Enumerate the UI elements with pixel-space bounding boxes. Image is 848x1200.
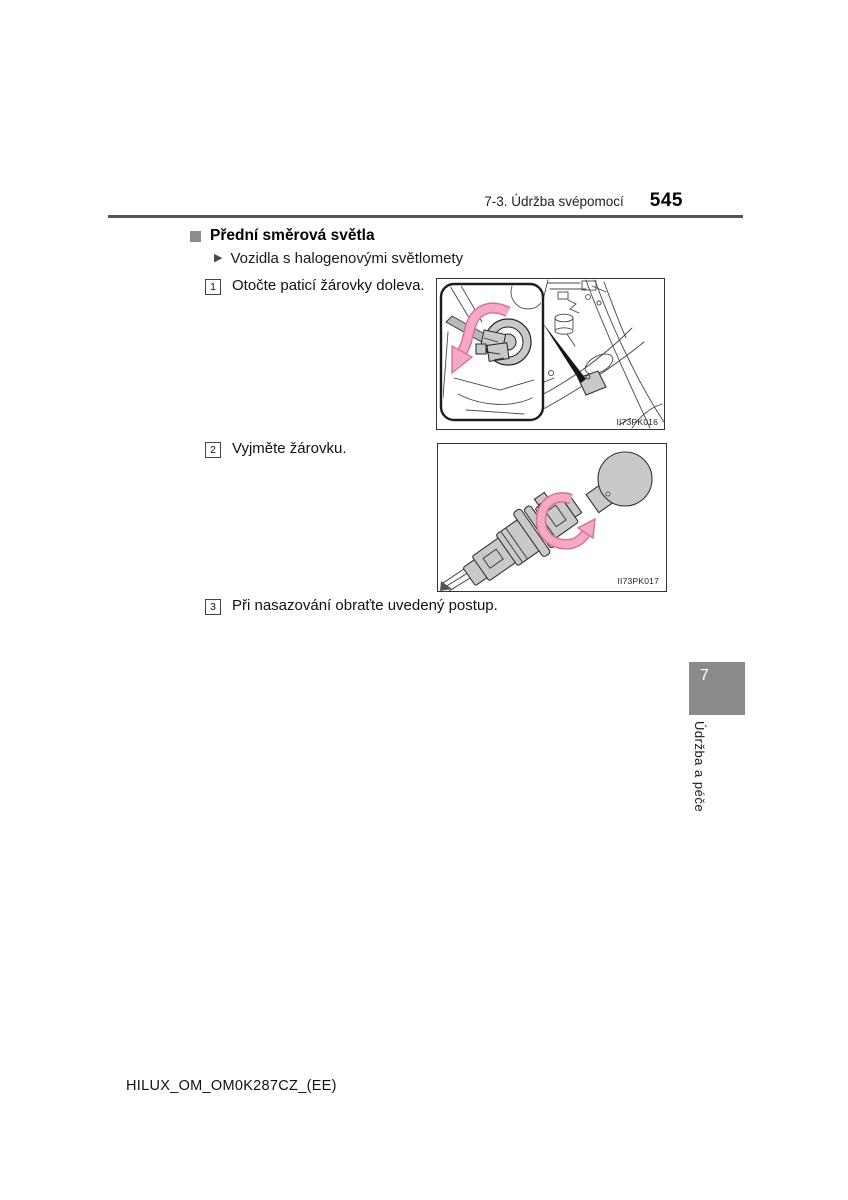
bulb-removal-illustration bbox=[437, 443, 667, 592]
page-header bbox=[484, 190, 683, 212]
figure-bulb-socket-location bbox=[436, 278, 665, 430]
triangle-bullet-icon: ▶ bbox=[214, 252, 223, 264]
chapter-tab-number: 7 bbox=[700, 667, 709, 684]
step-2 bbox=[205, 440, 347, 459]
step-1-number-box: 1 bbox=[205, 279, 221, 295]
header-divider-rule bbox=[108, 215, 743, 218]
step-1-text: Otočte paticí žárovky doleva. bbox=[232, 277, 425, 294]
variant-heading bbox=[214, 250, 463, 267]
page-number: 545 bbox=[649, 190, 683, 211]
square-bullet-icon bbox=[190, 231, 201, 242]
header-section-label: 7-3. Údržba svépomocí bbox=[484, 194, 624, 209]
section-title: Přední směrová světla bbox=[210, 227, 375, 244]
step-2-text: Vyjměte žárovku. bbox=[232, 440, 347, 457]
step-3 bbox=[205, 597, 498, 616]
document-code: HILUX_OM_OM0K287CZ_(EE) bbox=[126, 1078, 337, 1094]
figure-bulb-removal bbox=[437, 443, 667, 592]
figure-2-code: II73PK017 bbox=[617, 576, 659, 586]
figure-1-code: II73PK016 bbox=[616, 417, 658, 427]
chapter-tab-title: Údržba a péče bbox=[692, 721, 707, 813]
step-3-number-box: 3 bbox=[205, 599, 221, 615]
engine-bay-illustration bbox=[436, 278, 665, 430]
step-3-text: Při nasazování obraťte uvedený postup. bbox=[232, 597, 498, 614]
section-heading bbox=[190, 227, 375, 245]
variant-label: Vozidla s halogenovými světlomety bbox=[230, 250, 464, 267]
step-2-number-box: 2 bbox=[205, 442, 221, 458]
step-1 bbox=[205, 277, 425, 296]
chapter-tab bbox=[689, 662, 745, 715]
